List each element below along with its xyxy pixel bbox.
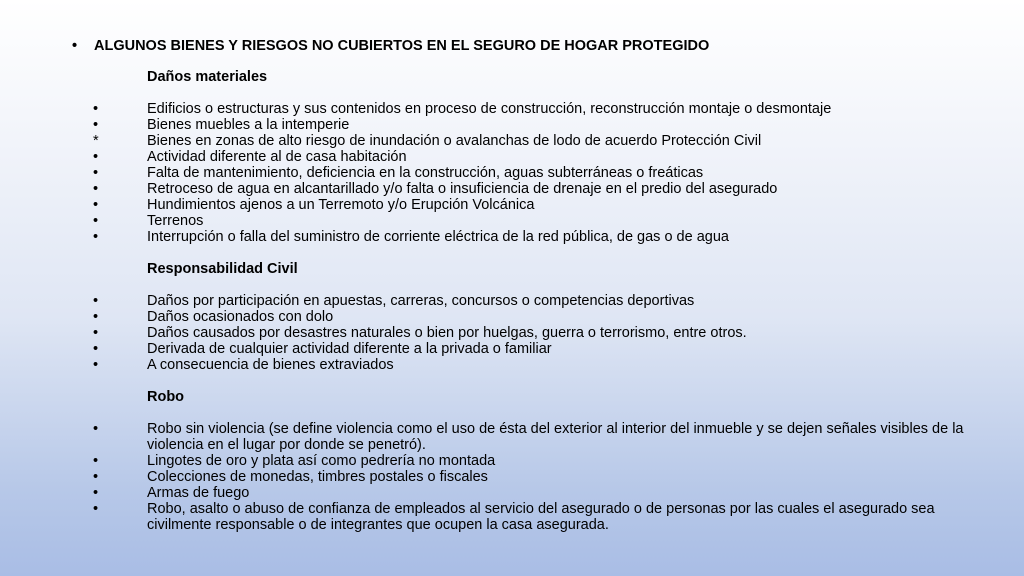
list-item <box>93 309 973 325</box>
bullet: • <box>93 213 99 229</box>
bullet: • <box>93 309 99 325</box>
bullet: • <box>93 341 99 357</box>
bullet: • <box>93 181 99 197</box>
item-text: Edificios o estructuras y sus contenidos en proceso de construcción, reconstrucción montaje o desmontaje <box>147 101 832 117</box>
slide-title <box>72 37 709 55</box>
list-item <box>93 293 973 309</box>
list-item <box>93 165 973 181</box>
list-item <box>93 149 973 165</box>
item-text: Daños ocasionados con dolo <box>147 309 334 325</box>
item-text: Colecciones de monedas, timbres postales o fiscales <box>147 469 488 485</box>
bullet: • <box>93 485 99 501</box>
bullet: • <box>93 101 99 117</box>
list-item <box>93 501 973 533</box>
item-text: Actividad diferente al de casa habitación <box>147 149 407 165</box>
item-text: Robo, asalto o abuso de confianza de empleados al servicio del asegurado o de personas por las cuales el asegurado sea civilmente responsable o de integrantes que ocupen la casa asegurada. <box>147 501 935 533</box>
section-heading-responsabilidad: Responsabilidad Civil <box>147 261 298 277</box>
item-text: Hundimientos ajenos a un Terremoto y/o Erupción Volcánica <box>147 197 535 213</box>
list-robo <box>93 421 973 533</box>
list-item <box>93 197 973 213</box>
item-text: Daños por participación en apuestas, carreras, concursos o competencias deportivas <box>147 293 695 309</box>
list-item <box>93 341 973 357</box>
item-text: Retroceso de agua en alcantarillado y/o falta o insuficiencia de drenaje en el predio del asegurado <box>147 181 778 197</box>
bullet: • <box>93 453 99 469</box>
title-text: ALGUNOS BIENES Y RIESGOS NO CUBIERTOS EN EL SEGURO DE HOGAR PROTEGIDO <box>94 38 710 54</box>
bullet: • <box>93 229 99 245</box>
list-danos <box>93 101 973 245</box>
list-item <box>93 421 973 453</box>
list-item <box>93 229 973 245</box>
bullet: • <box>93 325 99 341</box>
bullet: • <box>93 469 99 485</box>
item-text: Daños causados por desastres naturales o bien por huelgas, guerra o terrorismo, entre otros. <box>147 325 747 341</box>
bullet: • <box>93 421 99 437</box>
item-text: Armas de fuego <box>147 485 250 501</box>
section-heading-robo: Robo <box>147 389 185 405</box>
list-item <box>93 133 973 149</box>
item-text: Lingotes de oro y plata así como pedrería no montada <box>147 453 496 469</box>
list-item <box>93 101 973 117</box>
item-text: Terrenos <box>147 213 204 229</box>
list-item <box>93 453 973 469</box>
list-item <box>93 181 973 197</box>
bullet: • <box>93 357 99 373</box>
section-heading-danos: Daños materiales <box>147 69 268 85</box>
list-item <box>93 357 973 373</box>
bullet: • <box>93 117 99 133</box>
bullet: • <box>93 197 99 213</box>
bullet: • <box>93 165 99 181</box>
list-item <box>93 485 973 501</box>
item-text: Derivada de cualquier actividad diferente a la privada o familiar <box>147 341 552 357</box>
list-responsabilidad <box>93 293 973 373</box>
bullet: • <box>93 501 99 517</box>
bullet: • <box>93 149 99 165</box>
content-area <box>93 69 973 533</box>
list-item <box>93 117 973 133</box>
item-text: Interrupción o falla del suministro de corriente eléctrica de la red pública, de gas o de agua <box>147 229 729 245</box>
item-text: Bienes en zonas de alto riesgo de inundación o avalanchas de lodo de acuerdo Protección Civil <box>147 133 762 149</box>
list-item <box>93 213 973 229</box>
item-text: Bienes muebles a la intemperie <box>147 117 350 133</box>
list-item <box>93 469 973 485</box>
item-text: A consecuencia de bienes extraviados <box>147 357 394 373</box>
title-bullet: • <box>72 38 78 54</box>
bullet: * <box>93 133 99 149</box>
item-text: Falta de mantenimiento, deficiencia en la construcción, aguas subterráneas o freáticas <box>147 165 704 181</box>
bullet: • <box>93 293 99 309</box>
list-item <box>93 325 973 341</box>
item-text: Robo sin violencia (se define violencia como el uso de ésta del exterior al interior del inmueble y se dejen señales visibles de la violencia en el lugar por donde se penetró). <box>147 421 964 453</box>
